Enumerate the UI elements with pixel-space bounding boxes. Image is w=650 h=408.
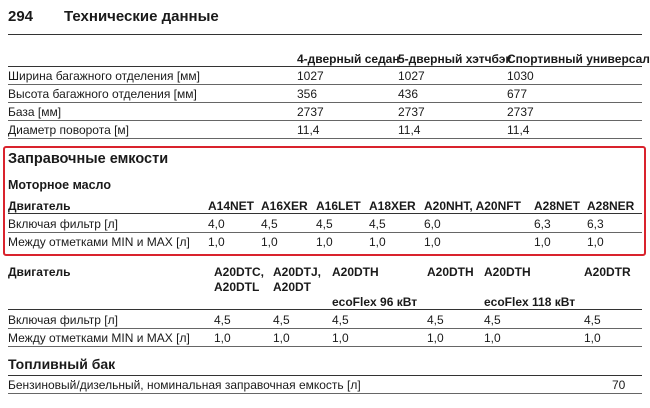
cell-value: 4,5 (214, 313, 231, 327)
table-divider (8, 346, 642, 347)
cell-value: 1,0 (587, 235, 604, 249)
cell-value: 11,4 (297, 123, 320, 137)
cell-value: 4,5 (261, 217, 278, 231)
table-divider (8, 309, 642, 310)
cell-value: 1027 (297, 69, 324, 83)
cell-value: 2737 (507, 105, 534, 119)
table-divider (8, 120, 642, 121)
engine-header: A20DT (273, 280, 312, 294)
row-label: Высота багажного отделения [мм] (8, 87, 197, 101)
cell-value: 11,4 (398, 123, 421, 137)
cell-value: 436 (398, 87, 419, 101)
engine-variant: ecoFlex 118 кВт (484, 295, 576, 309)
engine-header: A20DTR (584, 265, 631, 279)
fuel-capacity-label: Бензиновый/дизельный, номинальная заправочная емкость [л] (8, 378, 361, 392)
cell-value: 6,3 (534, 217, 551, 231)
cell-value: 1,0 (534, 235, 551, 249)
column-header-sedan: 4-дверный седан (297, 52, 400, 66)
cell-value: 1,0 (316, 235, 333, 249)
cell-value: 4,5 (316, 217, 333, 231)
row-label: Между отметками MIN и MAX [л] (8, 331, 190, 345)
engine-header: A18XER (369, 199, 416, 213)
cell-value: 677 (507, 87, 528, 101)
section-title-fuel-tank: Топливный бак (8, 356, 116, 372)
row-label: Ширина багажного отделения [мм] (8, 69, 201, 83)
cell-value: 1,0 (208, 235, 225, 249)
cell-value: 11,4 (507, 123, 530, 137)
table-divider (8, 138, 642, 139)
page-title: Технические данные (64, 8, 219, 25)
cell-value: 1,0 (427, 331, 444, 345)
engine-header: A20DTC, (214, 265, 265, 279)
table-divider (8, 84, 642, 85)
cell-value: 4,5 (273, 313, 290, 327)
engine-header: A28NER (587, 199, 635, 213)
cell-value: 4,5 (484, 313, 501, 327)
header-divider (8, 34, 642, 35)
engine-header: A20DTH (484, 265, 531, 279)
cell-value: 356 (297, 87, 318, 101)
cell-value: 4,5 (332, 313, 349, 327)
table-divider (8, 375, 642, 376)
engine-header: A20DTH (427, 265, 474, 279)
engine-column-label: Двигатель (8, 265, 71, 279)
fuel-capacity-value: 70 (612, 378, 626, 392)
cell-value: 1027 (398, 69, 425, 83)
row-label: Диаметр поворота [м] (8, 123, 129, 137)
engine-column-label: Двигатель (8, 199, 71, 213)
table-divider (8, 66, 642, 67)
cell-value: 1,0 (484, 331, 501, 345)
engine-header: A20DTL (214, 280, 260, 294)
cell-value: 6,0 (424, 217, 441, 231)
column-header-wagon: Спортивный универсал (507, 52, 650, 66)
engine-header: A16LET (316, 199, 361, 213)
cell-value: 1,0 (273, 331, 290, 345)
page-header (8, 8, 642, 28)
table-divider (8, 213, 642, 214)
cell-value: 4,5 (427, 313, 444, 327)
cell-value: 1,0 (369, 235, 386, 249)
row-label: Между отметками MIN и MAX [л] (8, 235, 190, 249)
engine-header: A20DTH (332, 265, 379, 279)
row-label: Включая фильтр [л] (8, 313, 118, 327)
row-label: Включая фильтр [л] (8, 217, 118, 231)
engine-header: A16XER (261, 199, 308, 213)
cell-value: 1030 (507, 69, 534, 83)
cell-value: 4,0 (208, 217, 225, 231)
cell-value: 1,0 (332, 331, 349, 345)
cell-value: 2737 (297, 105, 324, 119)
cell-value: 1,0 (424, 235, 441, 249)
engine-header: A20NHT, A20NFT (424, 199, 521, 213)
page-number: 294 (8, 8, 34, 25)
row-label: База [мм] (8, 105, 62, 119)
table-divider (8, 232, 642, 233)
subsection-title-engine-oil: Моторное масло (8, 178, 111, 192)
table-divider (8, 328, 642, 329)
cell-value: 2737 (398, 105, 425, 119)
table-divider (8, 393, 642, 394)
cell-value: 4,5 (584, 313, 601, 327)
engine-header: A28NET (534, 199, 581, 213)
engine-header: A14NET (208, 199, 255, 213)
cell-value: 4,5 (369, 217, 386, 231)
column-header-hatchback: 5-дверный хэтчбэк (398, 52, 512, 66)
table-divider (8, 102, 642, 103)
cell-value: 6,3 (587, 217, 604, 231)
cell-value: 1,0 (584, 331, 601, 345)
engine-header: A20DTJ, (273, 265, 322, 279)
section-title-capacities: Заправочные емкости (8, 151, 169, 167)
cell-value: 1,0 (214, 331, 231, 345)
cell-value: 1,0 (261, 235, 278, 249)
engine-variant: ecoFlex 96 кВт (332, 295, 418, 309)
